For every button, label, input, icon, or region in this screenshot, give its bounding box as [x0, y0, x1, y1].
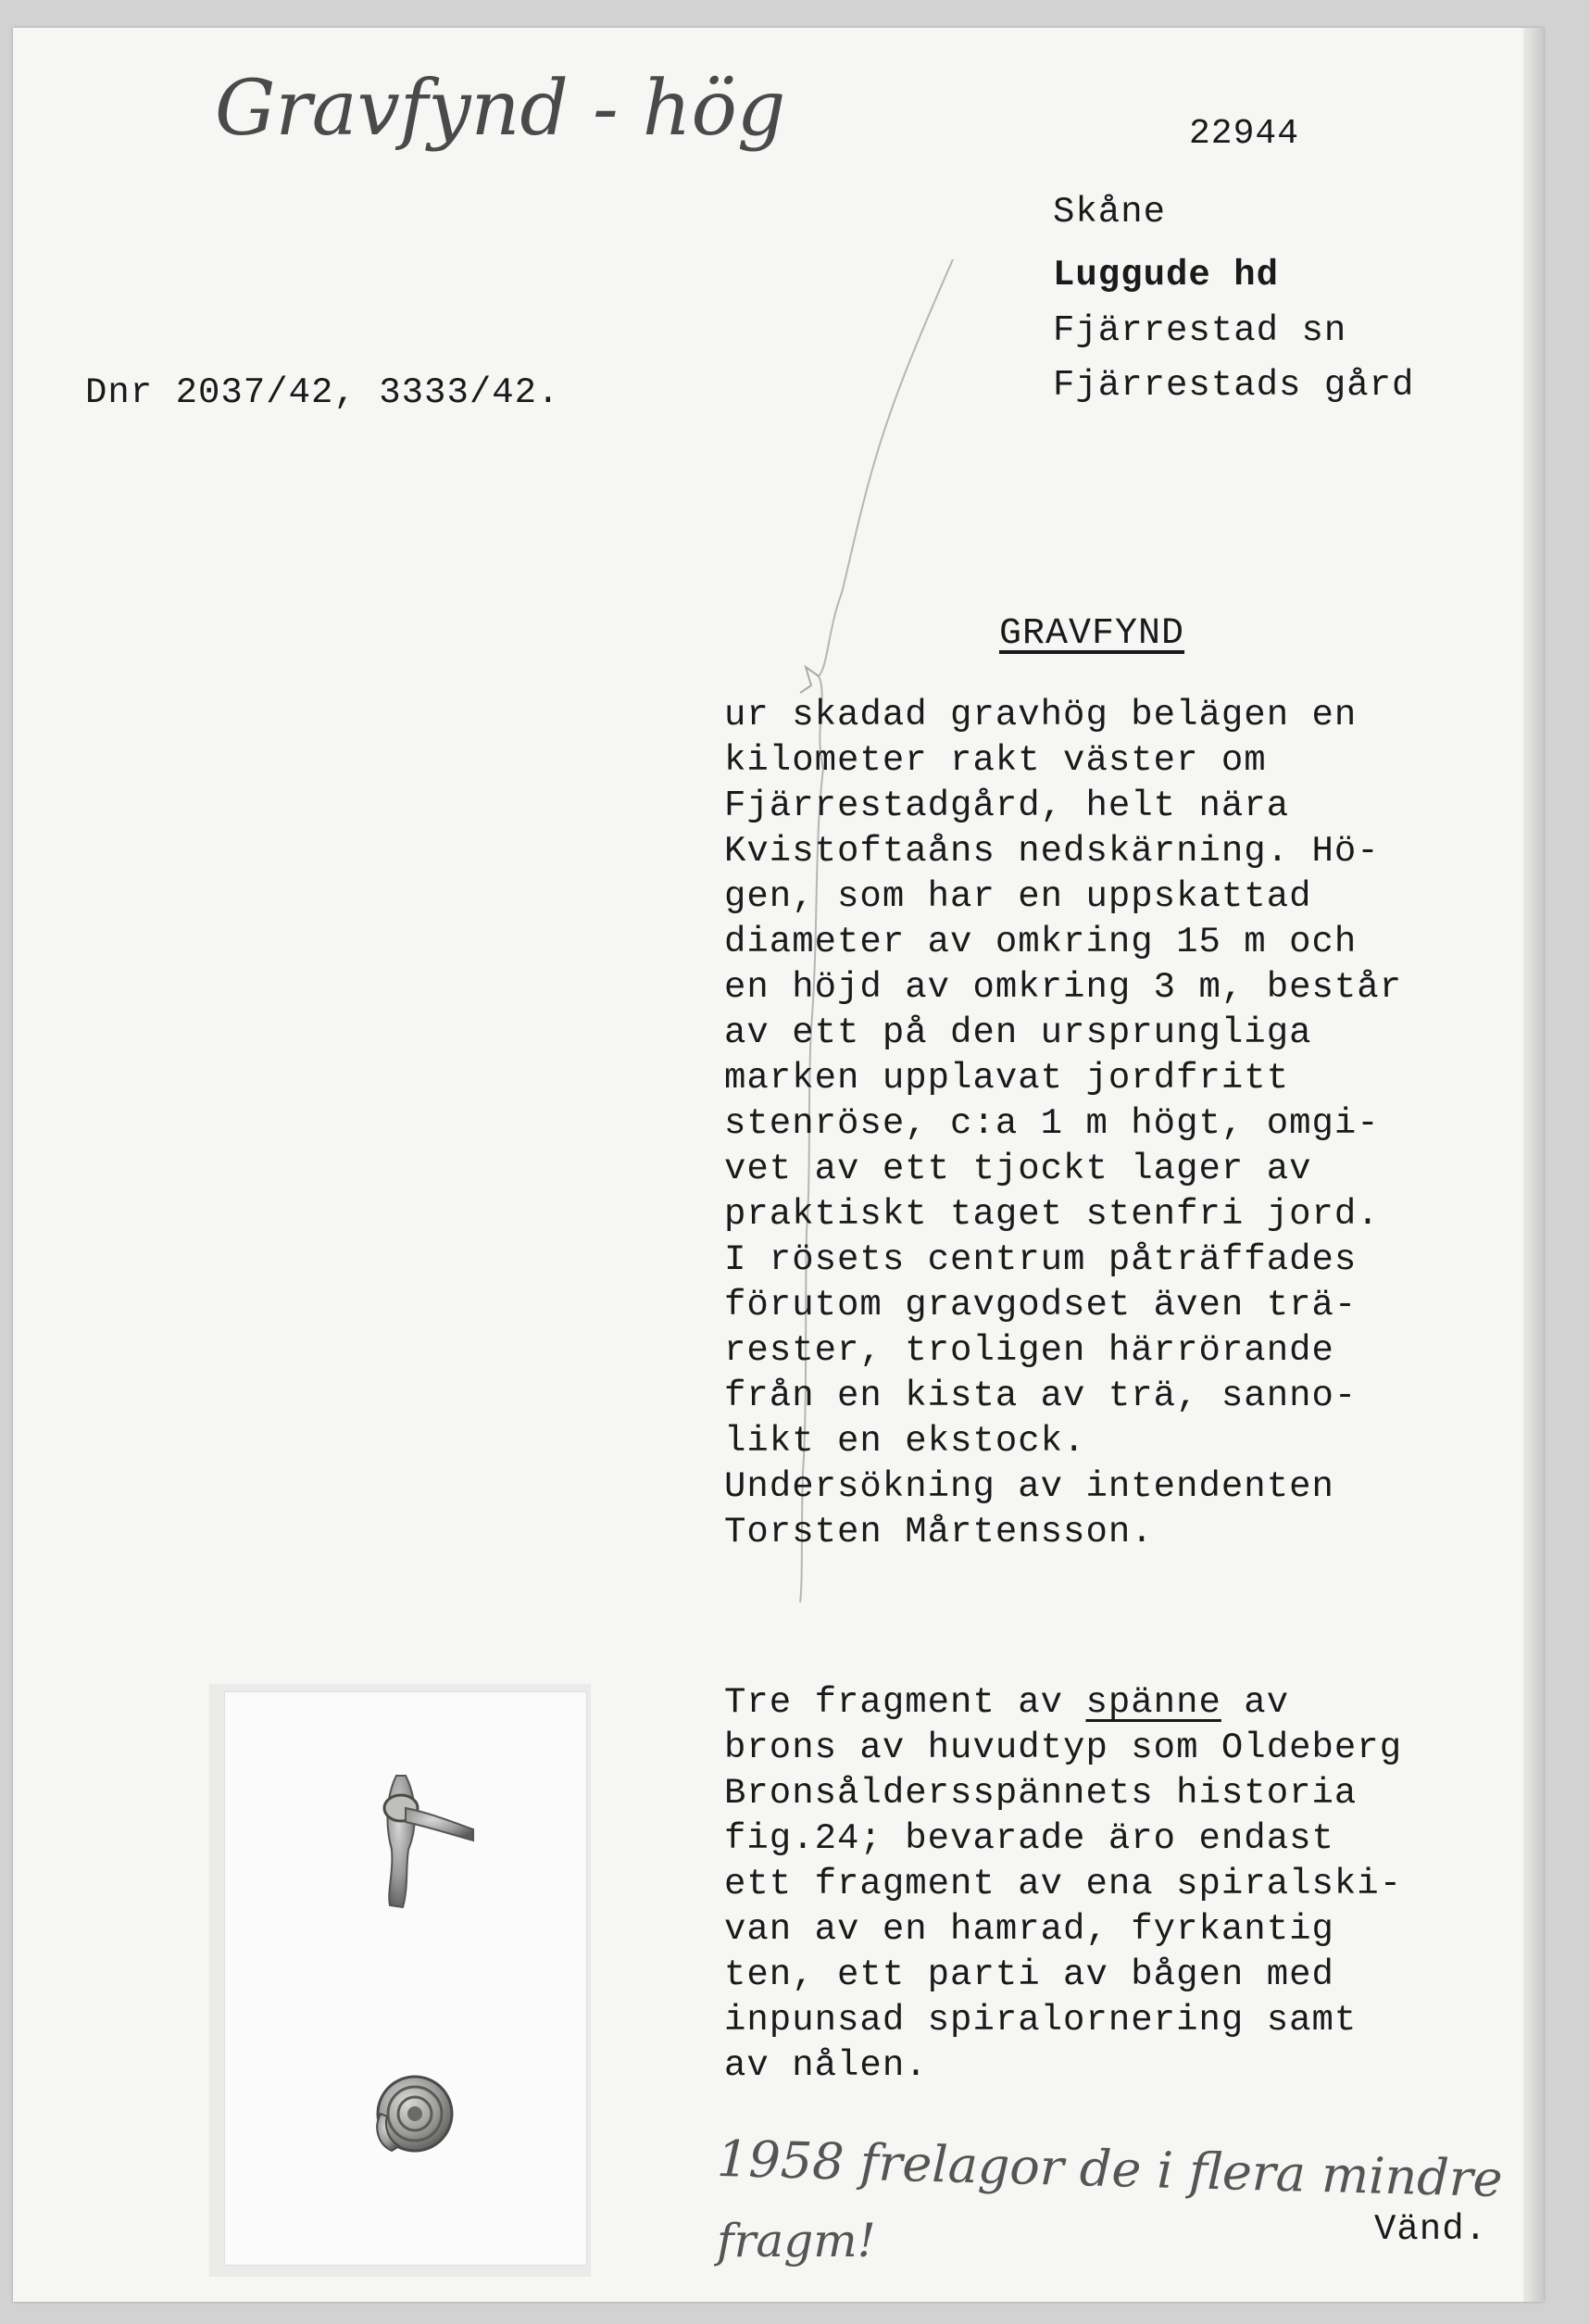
description-line: en höjd av omkring 3 m, består [724, 967, 1403, 1008]
find-line: van av en hamrad, fyrkantig [724, 1909, 1334, 1950]
photo-mount [209, 1684, 591, 2277]
dnr-reference: Dnr 2037/42, 3333/42. [85, 372, 560, 413]
location-site: Fjärrestads gård [1053, 365, 1415, 406]
card-title: GRAVFYND [999, 613, 1185, 655]
description-line: rester, troligen härrörande [724, 1330, 1334, 1371]
location-hundred: Luggude hd [1053, 255, 1280, 295]
description-line: likt en ekstock. [724, 1421, 1086, 1462]
handwritten-note-line2: fragm! [717, 2214, 876, 2267]
description-block [724, 693, 1539, 1555]
description-line: I rösets centrum påträffades [724, 1239, 1358, 1280]
find-line-first [724, 1680, 1539, 1726]
description-line: praktiskt taget stenfri jord. [724, 1194, 1380, 1235]
find-intro: Tre fragment av [724, 1682, 1086, 1723]
description-line: Torsten Mårtensson. [724, 1512, 1154, 1552]
description-line: från en kista av trä, sanno- [724, 1376, 1358, 1416]
find-line: ten, ett parti av bågen med [724, 1954, 1334, 1995]
find-line: brons av huvudtyp som Oldeberg [724, 1727, 1403, 1768]
catalog-number: 22944 [1189, 114, 1300, 154]
find-line: av nålen. [724, 2045, 928, 2086]
description-line: förutom gravgodset även trä- [724, 1285, 1358, 1325]
description-line: Undersökning av intendenten [724, 1466, 1334, 1507]
handwritten-heading: Gravfynd - hög [215, 65, 786, 153]
artifact-photo [224, 1691, 587, 2266]
find-line: Bronsåldersspännets historia [724, 1773, 1358, 1814]
find-line: ett fragment av ena spiralski- [724, 1864, 1403, 1904]
description-line: stenröse, c:a 1 m högt, omgi- [724, 1103, 1380, 1144]
description-line: Kvistoftaåns nedskärning. Hö- [724, 831, 1380, 872]
find-term: spänne [1085, 1682, 1221, 1723]
turn-over-label: Vänd. [1374, 2209, 1488, 2250]
description-line: ur skadad gravhög belägen en [724, 695, 1358, 735]
find-intro-end: av [1221, 1682, 1290, 1723]
description-line: marken upplavat jordfritt [724, 1058, 1290, 1099]
location-province: Skåne [1053, 192, 1167, 232]
fibula-fragments-image [225, 1692, 586, 2265]
find-line: inpunsad spiralornering samt [724, 2000, 1358, 2041]
catalog-card [13, 28, 1544, 2302]
bow-fragment-icon [384, 1776, 473, 1907]
handwritten-note-line1: 1958 frelagor de i flera mindre [716, 2129, 1504, 2209]
find-block [724, 1680, 1539, 2089]
description-line: Fjärrestadgård, helt nära [724, 785, 1290, 826]
find-line: fig.24; bevarade äro endast [724, 1818, 1334, 1859]
spiral-disc-fragment-icon [377, 2077, 452, 2151]
description-line: kilometer rakt väster om [724, 740, 1267, 781]
location-parish: Fjärrestad sn [1053, 310, 1347, 351]
description-line: gen, som har en uppskattad [724, 876, 1312, 917]
description-line: diameter av omkring 15 m och [724, 922, 1358, 962]
description-line: vet av ett tjockt lager av [724, 1149, 1312, 1189]
description-line: av ett på den ursprungliga [724, 1012, 1312, 1053]
